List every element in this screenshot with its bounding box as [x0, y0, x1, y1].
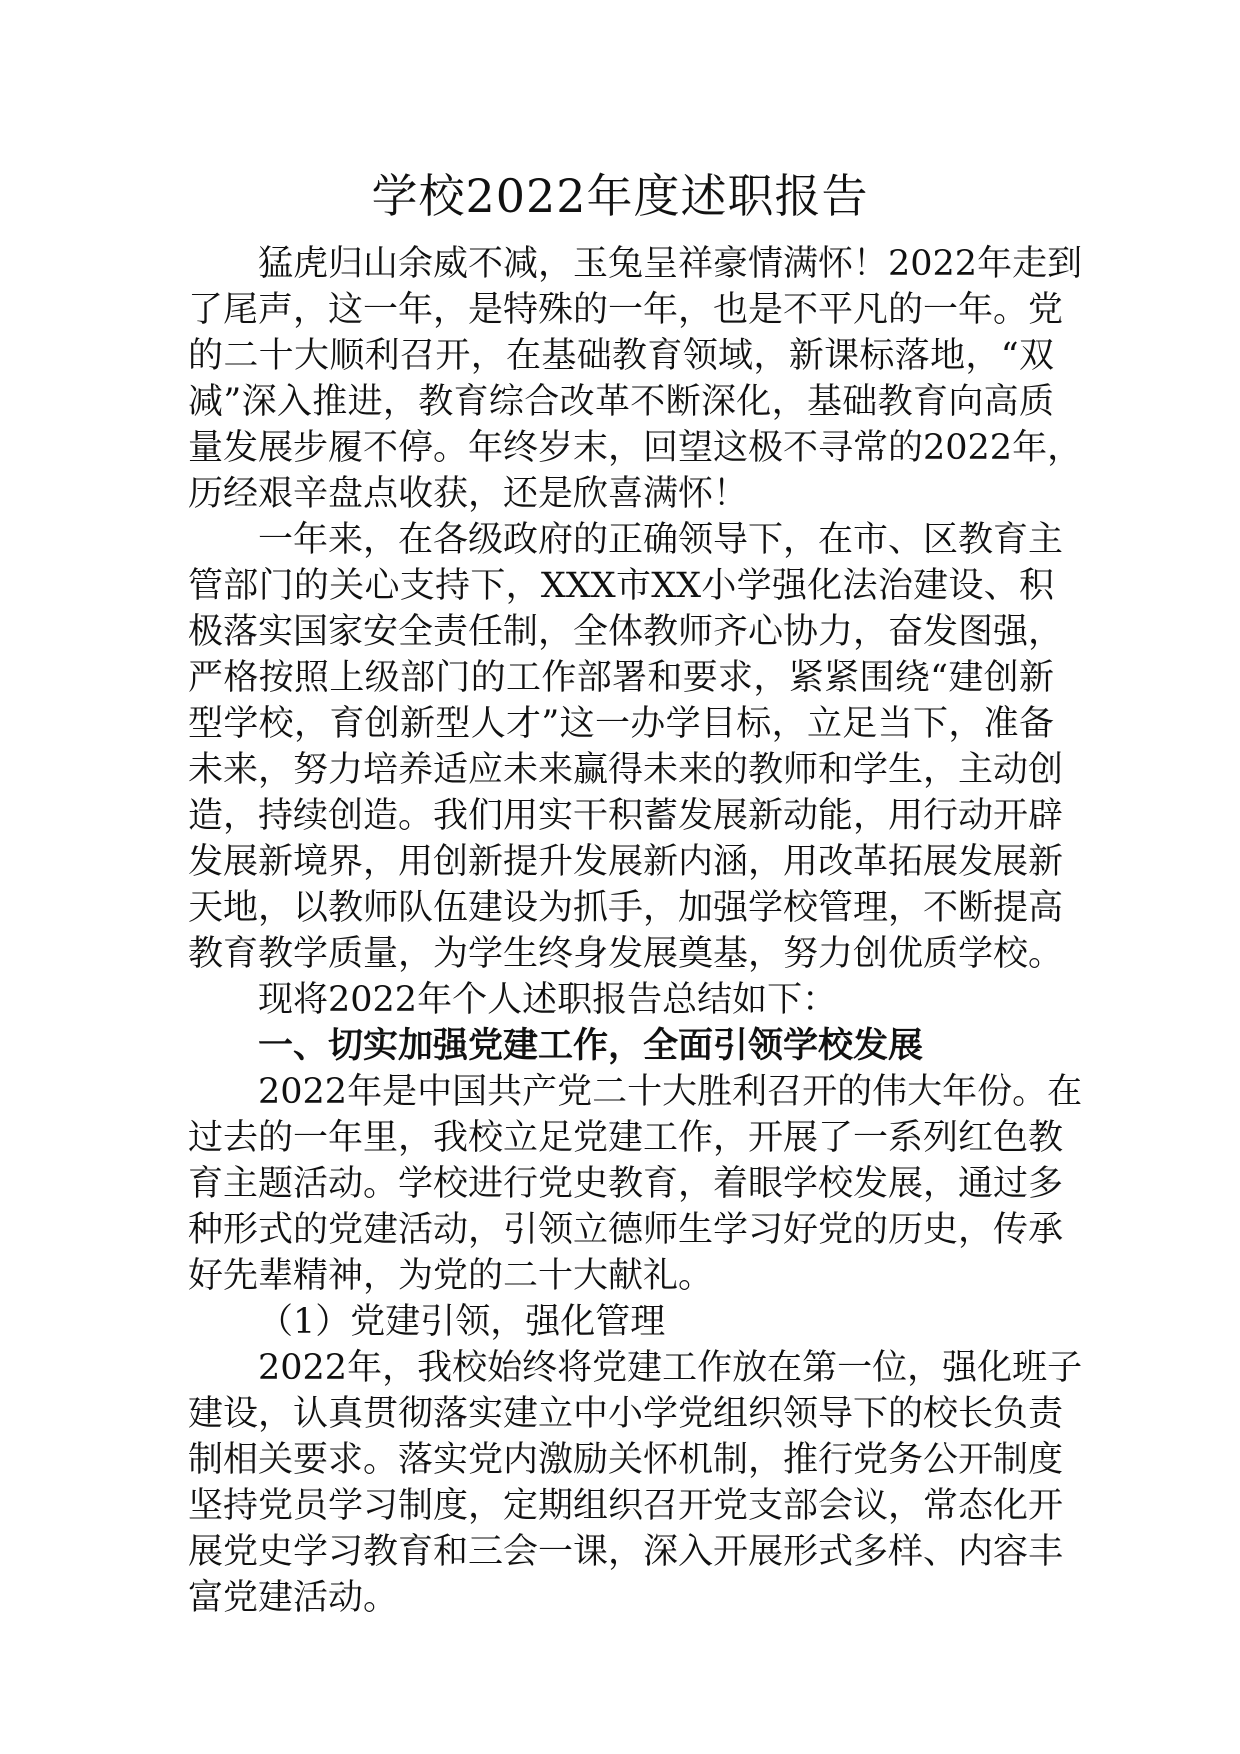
paragraph-line: 严格按照上级部门的工作部署和要求，紧紧围绕“建创新 [188, 658, 1054, 698]
paragraph-line: 造，持续创造。我们用实干积蓄发展新动能，用行动开辟 [188, 796, 1064, 836]
paragraph-line: 过去的一年里，我校立足党建工作，开展了一系列红色教 [188, 1118, 1064, 1158]
paragraph-line: 天地，以教师队伍建设为抓手，加强学校管理，不断提高 [188, 888, 1064, 928]
paragraph-line: 量发展步履不停。年终岁末，回望这极不寻常的2022年， [188, 428, 1083, 468]
paragraph-line: 极落实国家安全责任制，全体教师齐心协力，奋发图强， [188, 612, 1064, 652]
paragraph-line: 的二十大顺利召开，在基础教育领域，新课标落地，“双 [188, 336, 1054, 376]
paragraph-line: （1）党建引领，强化管理 [258, 1302, 666, 1342]
paragraph-line: 历经艰辛盘点收获，还是欣喜满怀！ [188, 474, 749, 514]
paragraph-line: 了尾声，这一年，是特殊的一年，也是不平凡的一年。党 [188, 290, 1064, 330]
paragraph-line: 发展新境界，用创新提升发展新内涵，用改革拓展发展新 [188, 842, 1064, 882]
paragraph-line: 型学校，育创新型人才”这一办学目标，立足当下，准备 [188, 704, 1054, 744]
paragraph-line: 建设，认真贯彻落实建立中小学党组织领导下的校长负责 [188, 1394, 1064, 1434]
paragraph-line: 坚持党员学习制度，定期组织召开党支部会议，常态化开 [188, 1486, 1064, 1526]
document-body [188, 241, 1083, 1621]
paragraph-line: 好先辈精神，为党的二十大献礼。 [188, 1256, 714, 1296]
paragraph-line: 展党史学习教育和三会一课，深入开展形式多样、内容丰 [188, 1532, 1064, 1572]
paragraph-line: 制相关要求。落实党内激励关怀机制，推行党务公开制度 [188, 1440, 1064, 1480]
paragraph-line: 猛虎归山余威不减，玉兔呈祥豪情满怀！2022年走到 [258, 244, 1083, 284]
paragraph-line: 2022年是中国共产党二十大胜利召开的伟大年份。在 [258, 1072, 1083, 1112]
paragraph-line: 育主题活动。学校进行党史教育，着眼学校发展，通过多 [188, 1164, 1064, 1204]
paragraph-line: 现将2022年个人述职报告总结如下： [258, 980, 838, 1020]
paragraph-line: 种形式的党建活动，引领立德师生学习好党的历史，传承 [188, 1210, 1064, 1250]
paragraph-line: 管部门的关心支持下，XXX市XX小学强化法治建设、积 [188, 566, 1054, 606]
section-heading: 一、切实加强党建工作，全面引领学校发展 [258, 1026, 924, 1066]
paragraph-line: 未来，努力培养适应未来赢得未来的教师和学生，主动创 [188, 750, 1064, 790]
paragraph-line: 教育教学质量，为学生终身发展奠基，努力创优质学校。 [188, 934, 1064, 974]
paragraph-line: 一年来，在各级政府的正确领导下，在市、区教育主 [258, 520, 1064, 560]
paragraph-line: 减”深入推进，教育综合改革不断深化，基础教育向高质 [188, 382, 1054, 422]
paragraph-line: 2022年，我校始终将党建工作放在第一位，强化班子 [258, 1348, 1083, 1388]
document-title: 学校2022年度述职报告 [371, 169, 869, 223]
paragraph-line: 富党建活动。 [188, 1578, 399, 1618]
